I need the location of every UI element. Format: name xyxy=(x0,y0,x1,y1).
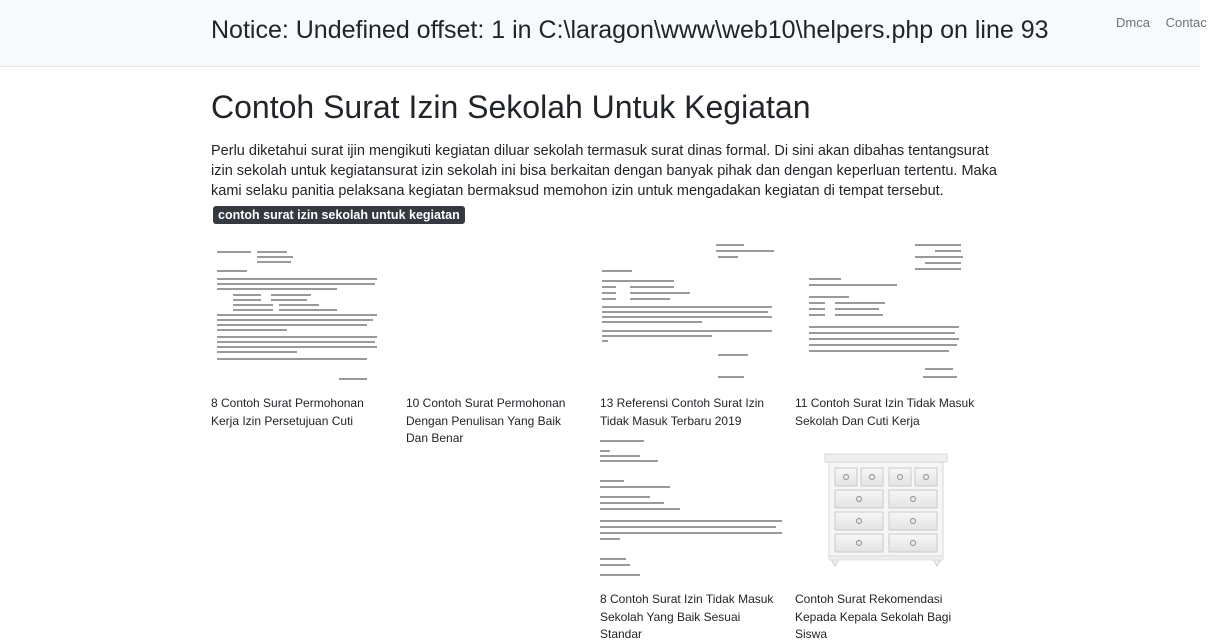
nav-link-contact[interactable]: Contac xyxy=(1165,15,1207,30)
card-caption[interactable]: 11 Contoh Surat Izin Tidak Masuk Sekolah Dan Cuti Kerja xyxy=(795,396,975,428)
page-title: Contoh Surat Izin Sekolah Untuk Kegiatan xyxy=(211,89,811,125)
gallery-card-1[interactable] xyxy=(211,244,391,430)
gallery-card-3[interactable] xyxy=(600,244,780,430)
intro-paragraph: Perlu diketahui surat ijin mengikuti kegiatan diluar sekolah termasuk surat dinas formal. Di sini akan dibahas tentangsurat izin sekolah untuk kegiatansurat izin sekolah ini bisa berkaitan dengan banyak pihak dan dengan keperluan tertentu. Maka kami selaku panitia pelaksana kegiatan bermaksud memohon izin untuk mengadakan kegiatan di tempat tersebut. xyxy=(211,143,997,199)
card-caption[interactable]: Contoh Surat Rekomendasi Kepada Kepala Sekolah Bagi Siswa xyxy=(795,592,952,641)
gallery-card-6[interactable] xyxy=(795,440,975,644)
card-caption[interactable]: 8 Contoh Surat Izin Tidak Masuk Sekolah Yang Baik Sesuai Standar xyxy=(600,592,774,641)
gallery-card-4[interactable] xyxy=(795,244,975,430)
nav-menu xyxy=(1116,15,1219,30)
card-caption[interactable]: 13 Referensi Contoh Surat Izin Tidak Masuk Terbaru 2019 xyxy=(600,396,765,428)
top-navbar xyxy=(0,0,1207,67)
letter-thumbnail[interactable] xyxy=(600,244,780,384)
dresser-thumbnail[interactable] xyxy=(795,440,975,580)
gallery-card-5[interactable] xyxy=(600,440,780,644)
tag-link[interactable]: contoh surat izin sekolah untuk kegiatan xyxy=(213,206,465,224)
letter-thumbnail[interactable] xyxy=(795,244,975,384)
blank-thumbnail[interactable] xyxy=(406,244,586,384)
php-notice-text: Notice: Undefined offset: 1 in C:\laragon\www\web10\helpers.php on line 93 xyxy=(211,16,1049,44)
nav-link-dmca[interactable]: Dmca xyxy=(1116,15,1150,30)
letter-thumbnail[interactable] xyxy=(211,244,391,384)
card-caption[interactable]: 10 Contoh Surat Permohonan Dengan Penulisan Yang Baik Dan Benar xyxy=(406,396,566,445)
gallery-card-2[interactable] xyxy=(406,244,586,448)
card-caption[interactable]: 8 Contoh Surat Permohonan Kerja Izin Persetujuan Cuti xyxy=(211,396,364,428)
letter-thumbnail[interactable] xyxy=(600,440,780,580)
